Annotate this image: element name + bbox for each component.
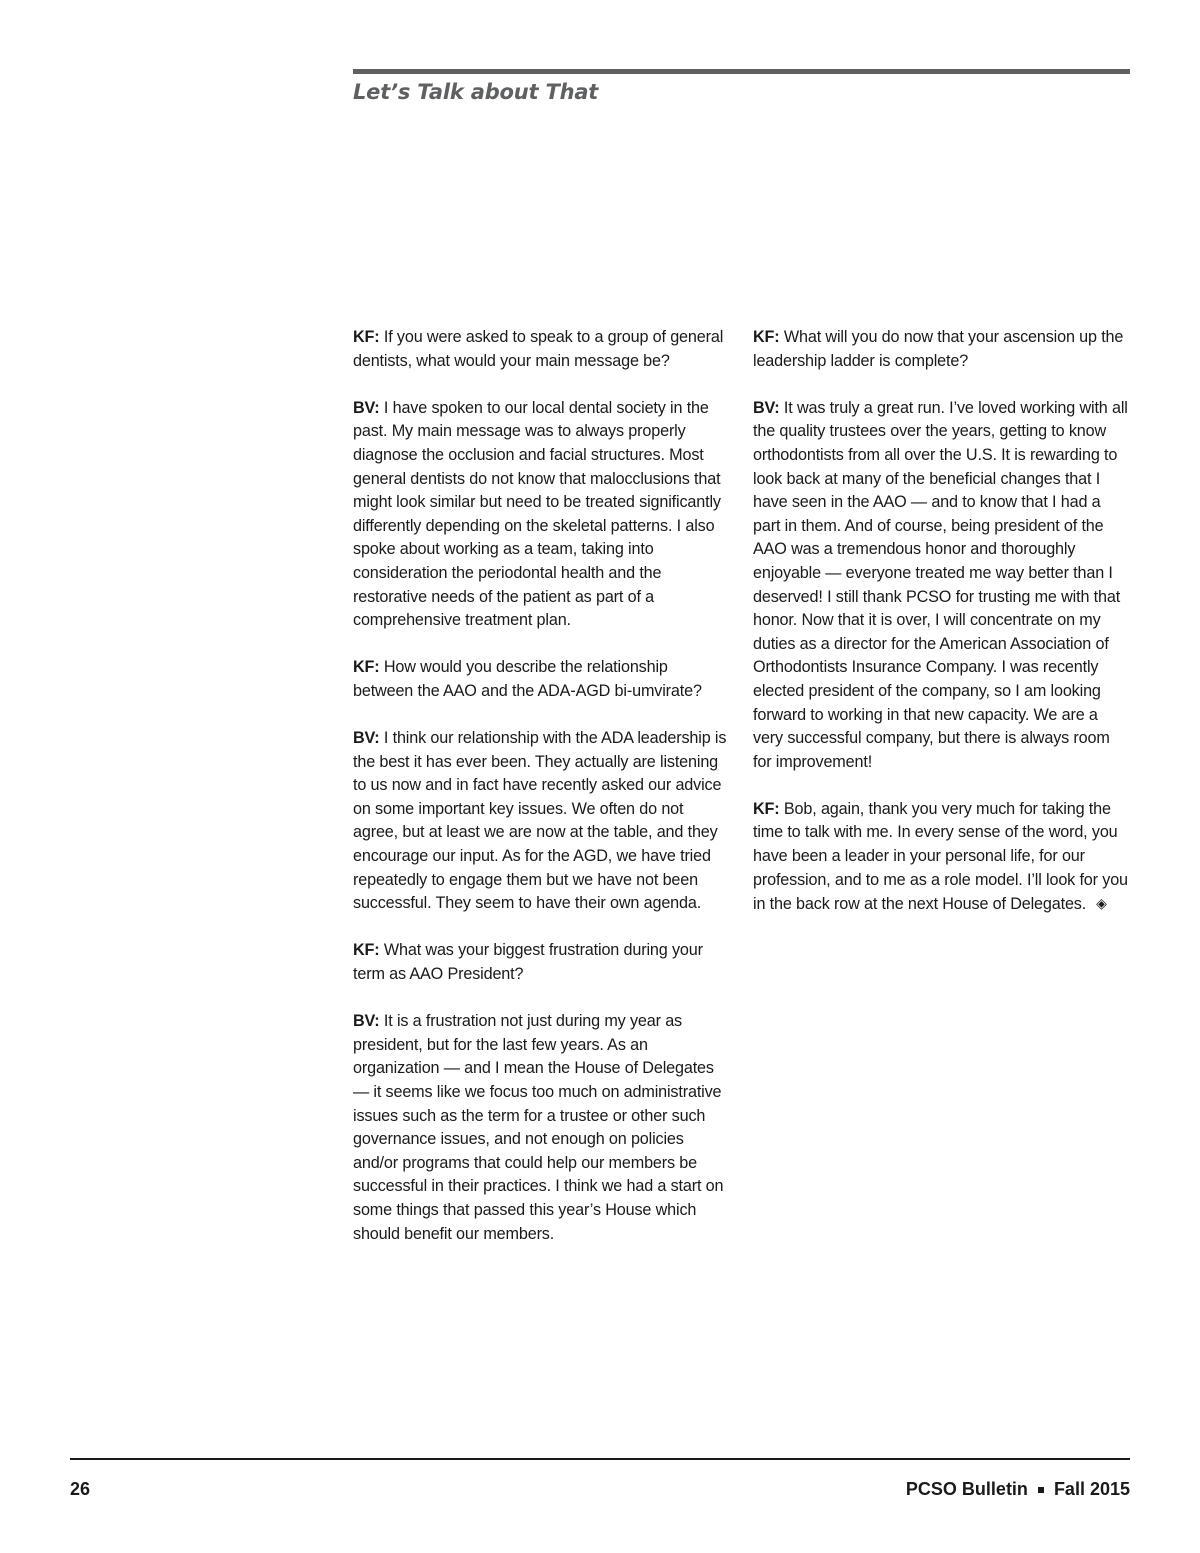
interview-paragraph <box>353 727 729 916</box>
section-title: Let’s Talk about That <box>353 80 599 104</box>
interview-paragraph <box>353 1010 729 1246</box>
paragraph-text: What was your biggest frustration during your term as AAO President? <box>353 941 703 984</box>
speaker-label: BV: <box>353 729 380 748</box>
footer-publication <box>906 1479 1130 1500</box>
paragraph-text: How would you describe the relationship between the AAO and the ADA-AGD bi-umvirate? <box>353 658 702 700</box>
interview-paragraph <box>353 939 729 986</box>
footer-rule <box>70 1458 1130 1460</box>
square-separator-icon <box>1038 1487 1044 1493</box>
speaker-label: KF: <box>753 799 780 818</box>
paragraph-text: It was truly a great run. I’ve loved working with all the quality trustees over the years, getting to know orthodontists from all over the U.S. It is rewarding to look back at many of the beneficial changes that I have seen in the AAO — and to know that I had a part in them. And of course, being president of the AAO was a tremendous honor and thoroughly enjoyable — everyone treated me way better than I deserved! I still thank PCSO for trusting me with that honor. Now that it is over, I will concentrate on my duties as a director for the American Association of Orthodontists Insurance Company. I was recently elected president of the company, so I am looking forward to working in that new capacity. We are a very successful company, but there is always room for improvement! <box>753 398 1128 771</box>
paragraph-text: Bob, again, thank you very much for taking the time to talk with me. In every sense of the word, you have been a leader in your personal life, for our profession, and to me as a role model. I’ll look for you in the back row at the next House of Delegates. <box>753 799 1128 914</box>
paragraph-text: I think our relationship with the ADA leadership is the best it has ever been. They actually are listening to us now and in fact have recently asked our advice on some important key issues. We often do not agree, but at least we are now at the table, and they encourage our input. As for the AGD, we have tried repeatedly to engage them but we have not been successful. They seem to have their own agenda. <box>353 729 727 913</box>
speaker-label: KF: <box>353 328 380 346</box>
right-column <box>753 326 1129 940</box>
publication-name: PCSO Bulletin <box>905 1479 1028 1499</box>
interview-paragraph <box>753 397 1129 775</box>
speaker-label: BV: <box>353 398 380 417</box>
speaker-label: BV: <box>353 1012 380 1031</box>
end-of-article-icon: ◈ <box>1096 895 1107 912</box>
page-number: 26 <box>70 1479 91 1499</box>
interview-paragraph <box>753 326 1129 373</box>
interview-paragraph <box>353 326 729 373</box>
interview-paragraph <box>353 397 729 633</box>
issue-label: Fall 2015 <box>1053 1479 1130 1499</box>
left-column <box>353 326 729 1270</box>
speaker-label: KF: <box>753 328 780 346</box>
paragraph-text: If you were asked to speak to a group of general dentists, what would your main message be? <box>353 328 724 370</box>
paragraph-text: It is a frustration not just during my year as president, but for the last few years. As an organization — and I mean the House of Delegates — it seems like we focus too much on administrative issues such as the term for a trustee or other such governance issues, and not enough on policies and/or programs that could help our members be successful in their practices. I think we had a start on some things that passed this year’s House which should benefit our members. <box>353 1012 724 1243</box>
interview-paragraph <box>353 656 729 703</box>
header-rule <box>353 69 1130 74</box>
speaker-label: KF: <box>353 941 380 960</box>
speaker-label: BV: <box>753 398 780 417</box>
speaker-label: KF: <box>353 658 380 677</box>
paragraph-text: I have spoken to our local dental society in the past. My main message was to always properly diagnose the occlusion and facial structures. Most general dentists do not know that malocclusions that might look similar but need to be treated significantly differently depending on the skeletal patterns. I also spoke about working as a team, taking into consideration the periodontal health and the restorative needs of the patient as part of a comprehensive treatment plan. <box>353 398 721 630</box>
paragraph-text: What will you do now that your ascension up the leadership ladder is complete? <box>753 328 1124 370</box>
interview-paragraph <box>753 798 1129 917</box>
